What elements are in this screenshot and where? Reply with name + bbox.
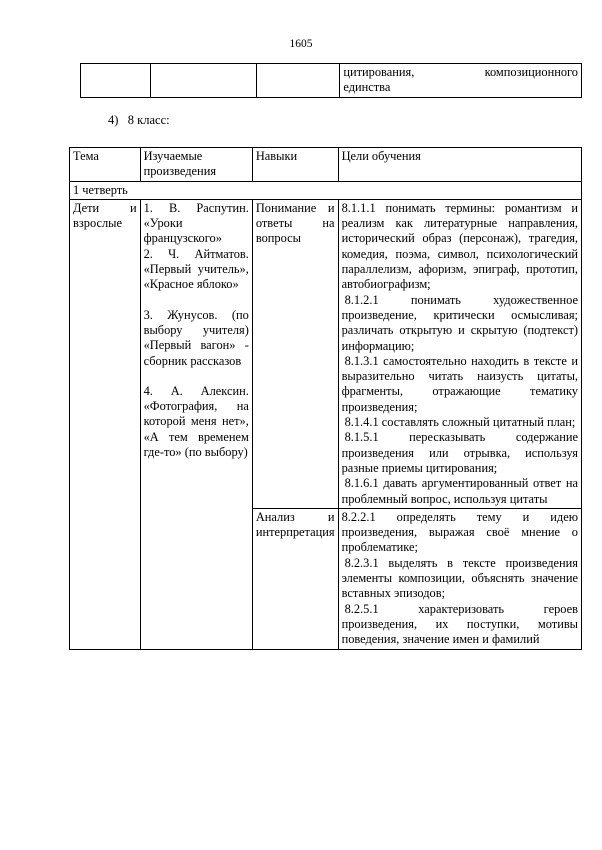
quarter-label: 1 четверть xyxy=(70,181,582,199)
section-label: 4) 8 класс: xyxy=(108,113,170,127)
goal-item: 8.1.6.1 давать аргументированный ответ на проблемный вопрос, используя цитаты xyxy=(341,476,578,506)
work-item: 2. Ч. Айтматов. «Первый учитель», «Красное яблоко» xyxy=(143,246,249,292)
goal-item: 8.2.3.1 выделять в тексте произведения элементы композиции, объяснять значение вставных эпизодов; xyxy=(341,555,578,601)
works-cell xyxy=(140,199,252,649)
page-number: 1605 xyxy=(289,38,313,50)
header-goals: Цели обучения xyxy=(338,148,581,182)
work-item: 4. А. Алексин. «Фотография, на которой меня нет», «А тем временем где-то» (по выбору) xyxy=(143,383,249,460)
curriculum-table xyxy=(69,147,582,650)
table-row xyxy=(70,199,582,508)
goals-cell xyxy=(338,199,581,508)
goal-item: 8.1.1.1 понимать термины: романтизм и реализм как литературные направления, исторический образ (персонаж), трагедия, комедия, поэма, символ, психологический параллелизм, афоризм, эпиграф, прототип, автобиографизм; xyxy=(341,200,578,292)
goal-item: 8.2.2.1 определять тему и идею произведения, выражая своё мнение о проблематике; xyxy=(341,509,578,555)
goal-item: 8.2.5.1 характеризовать героев произведения, их поступки, мотивы поведения, значение имен и фамилий xyxy=(341,601,578,647)
header-row xyxy=(70,148,582,182)
goal-item: 8.1.4.1 составлять сложный цитатный план; xyxy=(344,415,576,430)
goal-item: 8.1.2.1 понимать художественное произведение, критически осмысливая; различать открытую и скрытую (подтекст) информацию; xyxy=(341,292,578,353)
table-row xyxy=(81,64,582,98)
empty-cell xyxy=(150,64,256,98)
skill-cell: Анализ и интерпретация xyxy=(252,508,338,649)
work-item: 1. В. Распутин. «Уроки французского» xyxy=(143,200,249,246)
empty-cell xyxy=(81,64,151,98)
goal-text-line: единства xyxy=(343,80,391,95)
header-theme: Тема xyxy=(70,148,141,182)
theme-cell: Дети и взрослые xyxy=(70,199,141,649)
continuation-table xyxy=(80,63,582,98)
header-works: Изучаемые произведения xyxy=(140,148,252,182)
goal-item: 8.1.5.1 пересказывать содержание произведения или отрывка, используя разные приемы цитирования; xyxy=(341,430,578,475)
header-skills: Навыки xyxy=(252,148,338,182)
quarter-row xyxy=(70,181,582,199)
empty-cell xyxy=(256,64,340,98)
goal-item: 8.1.3.1 самостоятельно находить в тексте и выразительно читать наизусть цитаты, фрагменты, отражающие тематику произведения; xyxy=(341,353,578,414)
goal-text-line: цитирования, композиционного xyxy=(343,65,578,79)
work-item: 3. Жунусов. (по выбору учителя) «Первый вагон» - сборник рассказов xyxy=(143,307,249,368)
skill-cell: Понимание и ответы на вопросы xyxy=(252,199,338,508)
goal-cell xyxy=(340,64,582,98)
goals-cell xyxy=(338,508,581,649)
